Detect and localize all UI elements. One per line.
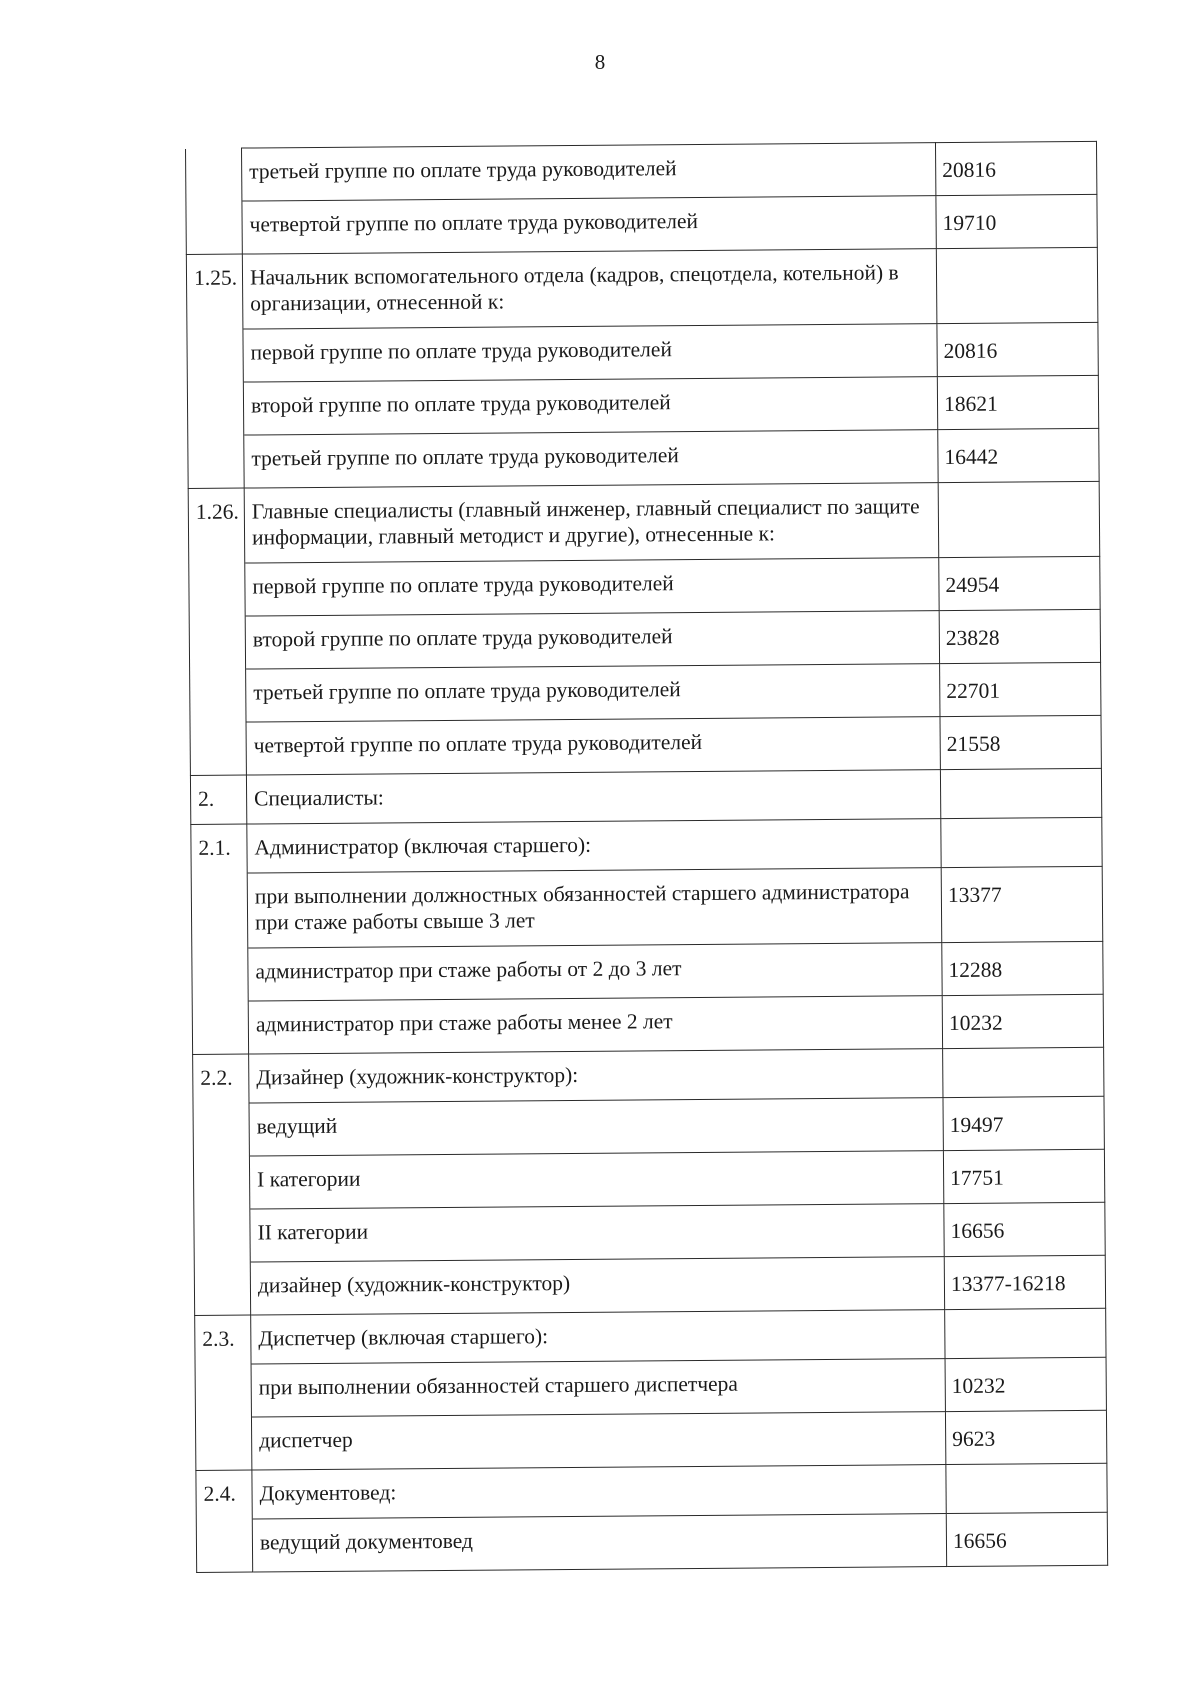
row-number <box>187 329 243 382</box>
row-number <box>187 382 243 435</box>
table-row <box>190 768 1101 824</box>
position-name: Администратор (включая старшего): <box>247 819 941 873</box>
table-row <box>191 866 1103 948</box>
row-number <box>192 1001 248 1054</box>
table-row <box>194 1255 1105 1315</box>
position-name: дизайнер (художник-конструктор) <box>250 1257 944 1315</box>
table-row <box>190 715 1101 775</box>
row-number <box>196 1519 252 1572</box>
row-number: 1.25. <box>186 254 243 329</box>
table-row <box>187 322 1098 382</box>
position-name: диспетчер <box>251 1412 945 1470</box>
row-number <box>188 435 244 488</box>
position-name: третьей группе по оплате труда руководителей <box>242 143 936 201</box>
salary-value: 19497 <box>943 1096 1104 1150</box>
row-number: 2. <box>190 775 246 824</box>
table-row <box>189 556 1100 616</box>
row-number <box>193 1156 249 1209</box>
table-row <box>186 141 1097 201</box>
salary-value: 21558 <box>940 715 1101 769</box>
row-number <box>192 948 248 1001</box>
position-name: первой группе по оплате труда руководителей <box>243 324 937 382</box>
salary-value <box>946 1463 1107 1513</box>
table-row <box>196 1463 1107 1519</box>
salary-value: 13377-16218 <box>944 1255 1105 1309</box>
position-name: третьей группе по оплате труда руководителей <box>244 430 938 488</box>
table-row <box>193 1096 1104 1156</box>
salary-value: 17751 <box>943 1149 1104 1203</box>
salary-value <box>936 247 1098 323</box>
table-row <box>192 941 1103 1001</box>
position-name: Дизайнер (художник-конструктор): <box>249 1049 943 1103</box>
table-row <box>186 247 1098 329</box>
salary-value: 12288 <box>942 941 1103 995</box>
position-name: ведущий документовед <box>252 1514 946 1572</box>
row-number <box>190 722 246 775</box>
salary-table <box>185 141 1108 1573</box>
salary-value: 13377 <box>941 866 1103 942</box>
position-name: второй группе по оплате труда руководителей <box>243 377 937 435</box>
position-name: при выполнении должностных обязанностей старшего администратора при стаже работы свыше 3 лет <box>247 868 942 948</box>
position-name: второй группе по оплате труда руководителей <box>245 611 939 669</box>
position-name: при выполнении обязанностей старшего диспетчера <box>251 1359 945 1417</box>
row-number <box>191 873 248 948</box>
position-name: II категории <box>250 1204 944 1262</box>
position-name: четвертой группе по оплате труда руководителей <box>246 717 940 775</box>
position-name: третьей группе по оплате труда руководителей <box>246 664 940 722</box>
table-row <box>187 375 1098 435</box>
row-number <box>189 563 245 616</box>
table-row <box>194 1202 1105 1262</box>
salary-value: 10232 <box>945 1357 1106 1411</box>
row-number <box>189 616 245 669</box>
salary-value: 20816 <box>937 322 1098 376</box>
position-name: администратор при стаже работы от 2 до 3 лет <box>248 943 942 1001</box>
salary-table-wrapper <box>185 141 1108 1573</box>
salary-value <box>938 481 1100 557</box>
salary-value <box>940 768 1101 818</box>
position-name: ведущий <box>249 1098 943 1156</box>
table-row <box>191 817 1102 873</box>
row-number <box>194 1209 250 1262</box>
table-row <box>192 994 1103 1054</box>
position-name: I категории <box>249 1151 943 1209</box>
table-row <box>190 662 1101 722</box>
row-number: 2.1. <box>191 824 247 873</box>
position-name: четвертой группе по оплате труда руководителей <box>242 196 936 254</box>
position-name: первой группе по оплате труда руководителей <box>245 558 939 616</box>
table-row <box>195 1357 1106 1417</box>
salary-value: 24954 <box>939 556 1100 610</box>
salary-value: 16442 <box>938 428 1099 482</box>
row-number: 2.2. <box>193 1054 249 1103</box>
position-name: администратор при стаже работы менее 2 лет <box>248 996 942 1054</box>
row-number: 2.4. <box>196 1470 252 1519</box>
table-row <box>186 194 1097 254</box>
table-row <box>195 1308 1106 1364</box>
salary-value <box>943 1047 1104 1097</box>
row-number: 1.26. <box>188 488 245 563</box>
salary-value: 23828 <box>939 609 1100 663</box>
salary-value <box>941 817 1102 867</box>
salary-value: 16656 <box>944 1202 1105 1256</box>
row-number <box>193 1103 249 1156</box>
row-number <box>190 669 246 722</box>
row-number: 2.3. <box>195 1315 251 1364</box>
position-name: Начальник вспомогательного отдела (кадров, спецотдела, котельной) в организации, отнесенной к: <box>242 249 937 329</box>
salary-value: 20816 <box>935 141 1096 195</box>
table-row <box>193 1149 1104 1209</box>
salary-value: 19710 <box>936 194 1097 248</box>
table-row <box>196 1512 1107 1572</box>
salary-value: 16656 <box>946 1512 1107 1566</box>
position-name: Специалисты: <box>246 770 940 824</box>
salary-value: 10232 <box>942 994 1103 1048</box>
row-number <box>194 1262 250 1315</box>
row-number <box>186 148 242 201</box>
salary-value: 9623 <box>945 1410 1106 1464</box>
row-number <box>195 1364 251 1417</box>
table-row <box>193 1047 1104 1103</box>
page-number: 8 <box>594 50 606 74</box>
position-name: Главные специалисты (главный инженер, главный специалист по защите информации, главный методист и другие), отнесенные к: <box>244 483 939 563</box>
row-number <box>186 201 242 254</box>
table-row <box>188 428 1099 488</box>
table-row <box>195 1410 1106 1470</box>
position-name: Документовед: <box>252 1465 946 1519</box>
salary-value <box>945 1308 1106 1358</box>
table-row <box>188 481 1100 563</box>
row-number <box>195 1417 251 1470</box>
salary-value: 22701 <box>940 662 1101 716</box>
position-name: Диспетчер (включая старшего): <box>251 1310 945 1364</box>
salary-value: 18621 <box>937 375 1098 429</box>
table-row <box>189 609 1100 669</box>
